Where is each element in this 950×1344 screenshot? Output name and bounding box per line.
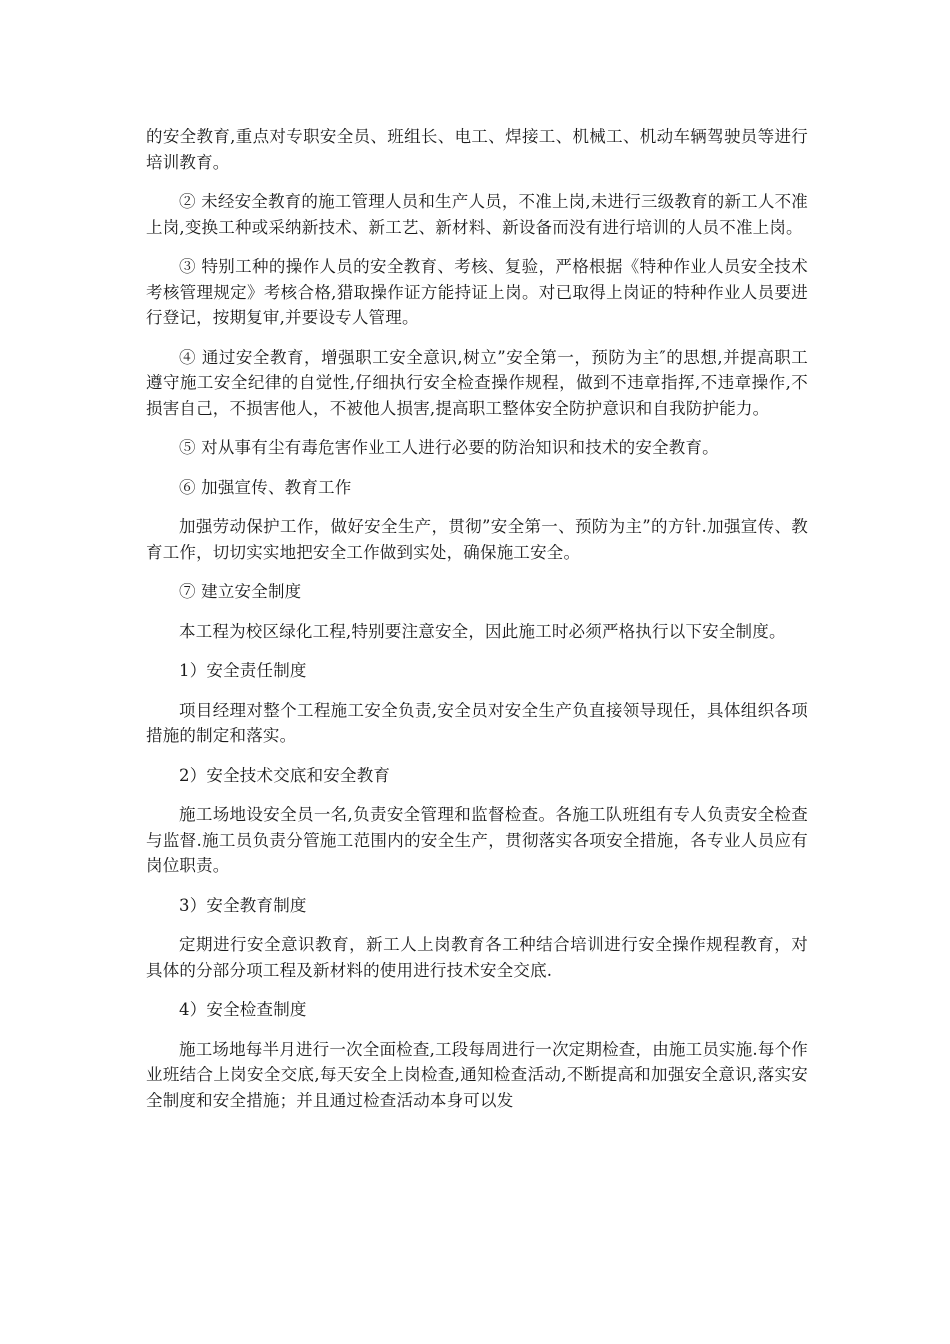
subheading-responsibility: 1）安全责任制度 [179, 661, 307, 680]
document-body [146, 124, 808, 1127]
paragraph-item-5: ⑤ 对从事有尘有毒危害作业工人进行必要的防治知识和技术的安全教育。 [179, 438, 719, 457]
paragraph-responsibility: 项目经理对整个工程施工安全负责,安全员对安全生产负直接领导现任，具体组织各项措施的制定和落实。 [146, 700, 808, 745]
paragraph-item-4: ④ 通过安全教育，增强职工安全意识,树立”安全第一，预防为主″的思想,并提高职工遵守施工安全纪律的自觉性,仔细执行安全检查操作规程，做到不违章指挥,不违章操作,不损害自己，不损害他人，不被他人损害,提高职工整体安全防护意识和自我防护能力。 [146, 347, 808, 418]
paragraph-technical-briefing: 施工场地设安全员一名,负责安全管理和监督检查。各施工队班组有专人负责安全检查与监督.施工员负责分管施工范围内的安全生产，贯彻落实各项安全措施，各专业人员应有岗位职责。 [146, 805, 808, 875]
heading-item-7: ⑦ 建立安全制度 [179, 582, 302, 601]
paragraph-item-2: ② 未经安全教育的施工管理人员和生产人员，不准上岗,未进行三级教育的新工人不准上岗,变换工种或采纳新技术、新工艺、新材料、新设备而没有进行培训的人员不准上岗。 [146, 192, 808, 237]
paragraph-education: 定期进行安全意识教育，新工人上岗教育各工种结合培训进行安全操作规程教育，对具体的分部分项工程及新材料的使用进行技术安全交底. [146, 935, 808, 980]
paragraph-continuation: 的安全教育,重点对专职安全员、班组长、电工、焊接工、机械工、机动车辆驾驶员等进行培训教育。 [146, 127, 808, 172]
paragraph-item-3: ③ 特别工种的操作人员的安全教育、考核、复验，严格根据《特种作业人员安全技术考核管理规定》考核合格,猎取操作证方能持证上岗。对已取得上岗证的特种作业人员要进行登记，按期复审,并要设专人管理。 [146, 257, 808, 327]
subheading-inspection: 4）安全检查制度 [179, 1000, 307, 1019]
paragraph-inspection: 施工场地每半月进行一次全面检查,工段每周进行一次定期检查，由施工员实施.每个作业班结合上岗安全交底,每天安全上岗检查,通知检查活动,不断提高和加强安全意识,落实安全制度和安全措施；并且通过检查活动本身可以发 [146, 1039, 808, 1110]
heading-item-6: ⑥ 加强宣传、教育工作 [179, 477, 352, 497]
subheading-education: 3）安全教育制度 [179, 895, 307, 915]
paragraph-project-intro: 本工程为校区绿化工程,特别要注意安全，因此施工时必须严格执行以下安全制度。 [179, 621, 786, 641]
subheading-technical-briefing: 2）安全技术交底和安全教育 [179, 765, 391, 785]
paragraph-publicity: 加强劳动保护工作，做好安全生产，贯彻”安全第一、预防为主”的方针.加强宣传、教育工作，切切实实地把安全工作做到实处，确保施工安全。 [146, 517, 808, 562]
